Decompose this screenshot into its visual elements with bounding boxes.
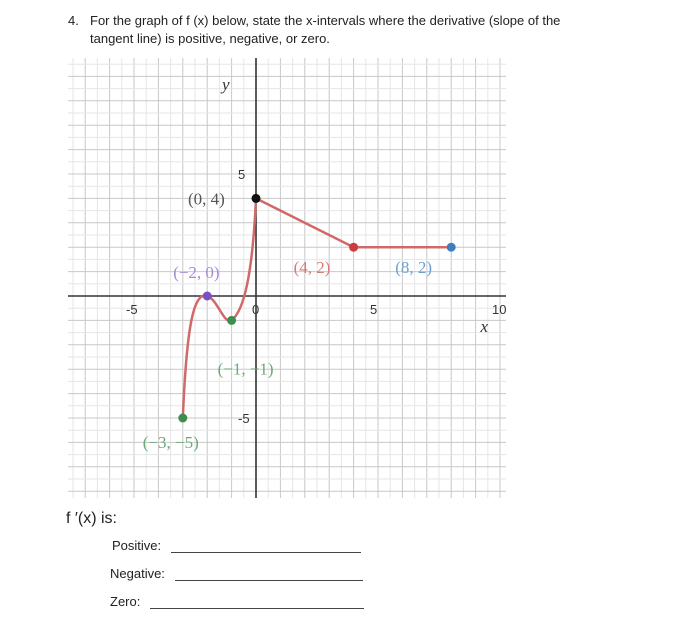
point-marker: [447, 243, 456, 252]
negative-label: Negative:: [110, 566, 165, 581]
question-line-2: tangent line) is positive, negative, or zero.: [90, 31, 330, 46]
zero-row: [110, 594, 364, 609]
y-tick-label: 5: [238, 167, 246, 182]
point-label: (−2, 0): [173, 263, 220, 282]
point-label: (0, 4): [188, 189, 225, 209]
y-axis-label: y: [222, 75, 230, 94]
zero-label: Zero:: [110, 594, 141, 609]
x-tick-label: 10: [492, 302, 507, 317]
negative-answer-line[interactable]: [175, 568, 363, 581]
grid: [68, 58, 506, 498]
point-marker: [203, 292, 212, 301]
point-marker: [349, 243, 358, 252]
point-marker: [178, 414, 187, 423]
positive-answer-line[interactable]: [171, 540, 361, 553]
positive-row: [112, 538, 361, 553]
point-marker: [227, 316, 236, 325]
fprime-label: f ′(x) is:: [66, 510, 117, 527]
y-tick-label: -5: [238, 411, 250, 426]
question-line-1: For the graph of f (x) below, state the x-intervals where the derivative (slope of the: [90, 13, 561, 28]
point-marker: [252, 194, 261, 203]
positive-label: Positive:: [112, 538, 162, 553]
x-tick-label: 0: [252, 302, 260, 317]
negative-row: [110, 566, 363, 581]
point-label: (−3, −5): [142, 433, 199, 452]
point-label: (4, 2): [293, 258, 331, 278]
point-label: (8, 2): [395, 258, 433, 278]
x-tick-label: -5: [126, 302, 138, 317]
zero-answer-line[interactable]: [150, 596, 364, 609]
point-label: (−1, −1): [217, 359, 274, 379]
x-tick-label: 5: [370, 302, 378, 317]
x-axis-label: x: [480, 317, 489, 336]
question-number: 4.: [68, 13, 79, 28]
